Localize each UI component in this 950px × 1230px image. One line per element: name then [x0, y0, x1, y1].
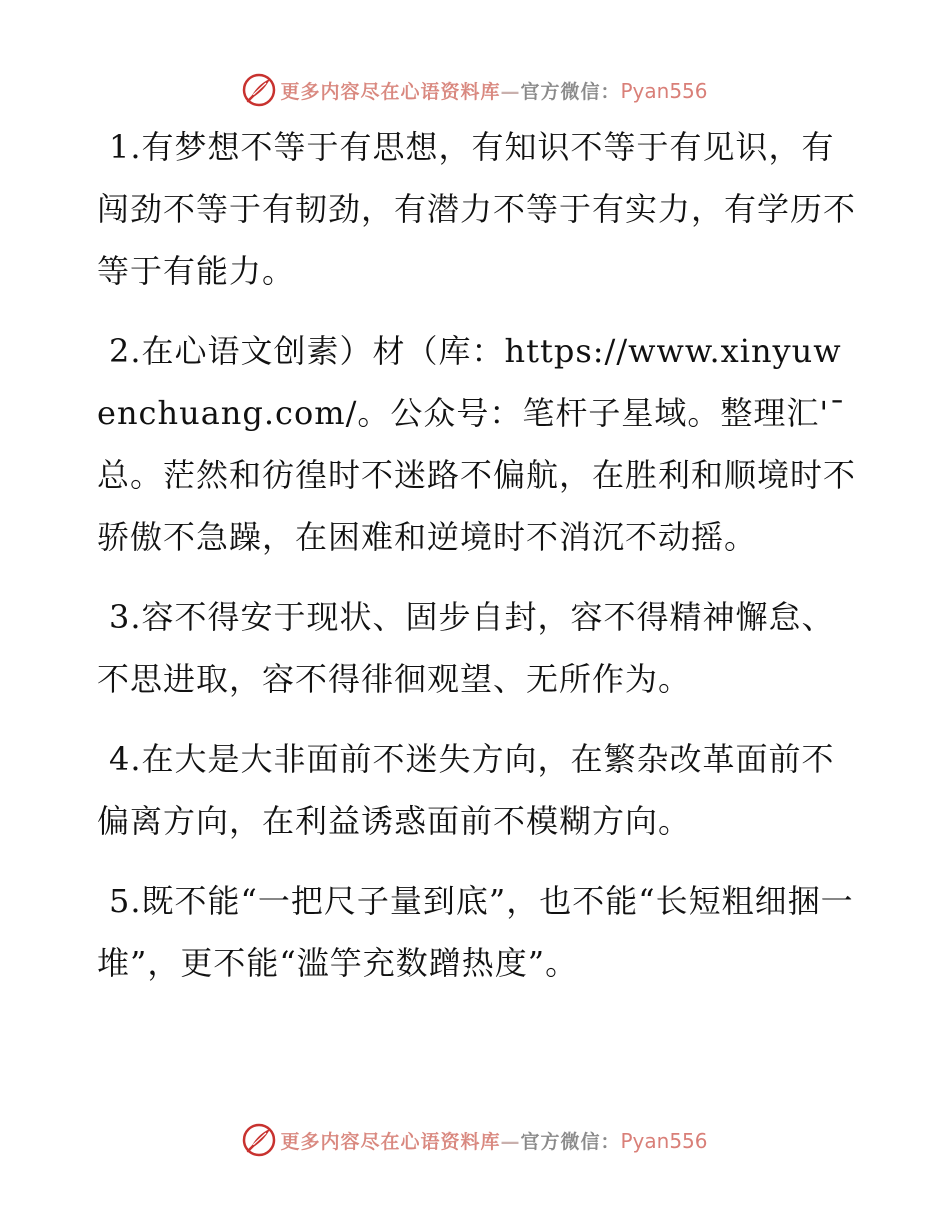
header-banner-dash: —: [500, 80, 521, 103]
footer-banner-sub: 官方微信：: [520, 1130, 621, 1153]
feather-pen-logo-icon: [242, 73, 276, 107]
paragraph-3: 3.容不得安于现状、固步自封，容不得精神懈怠、不思进取，容不得徘徊观望、无所作为。: [97, 598, 835, 698]
header-banner-id: Pyan556: [620, 78, 708, 103]
header-banner-main: 更多内容尽在心语资料库: [280, 80, 501, 103]
paragraph-1: 1.有梦想不等于有思想，有知识不等于有见识，有闯劲不等于有韧劲，有潜力不等于有实力，有学历不等于有能力。: [97, 128, 857, 290]
header-banner-sub: 官方微信：: [520, 80, 621, 103]
document-body: [97, 116, 857, 1012]
footer-banner: [0, 1120, 950, 1160]
paragraph-5: 5.既不能“一把尺子量到底”，也不能“长短粗细捆一堆”，更不能“滥竽充数蹭热度”。: [97, 882, 854, 982]
footer-banner-main: 更多内容尽在心语资料库: [280, 1130, 501, 1153]
header-banner-text: [280, 77, 707, 104]
header-banner: [0, 70, 950, 110]
footer-banner-dash: —: [500, 1130, 521, 1153]
paragraph-4: 4.在大是大非面前不迷失方向，在繁杂改革面前不偏离方向，在利益诱惑面前不模糊方向。: [97, 740, 835, 840]
paragraph-2: 2.在心语文创素）材（库：https://www.xinyuwenchuang.com/。公众号：笔杆子星域。整理汇'¯总。茫然和彷徨时不迷路不偏航，在胜利和顺境时不骄傲不急躁，在困难和逆境时不消沉不动摇。: [97, 332, 857, 556]
footer-banner-id: Pyan556: [620, 1128, 708, 1153]
footer-banner-text: [280, 1127, 707, 1154]
feather-pen-logo-icon: [242, 1123, 276, 1157]
